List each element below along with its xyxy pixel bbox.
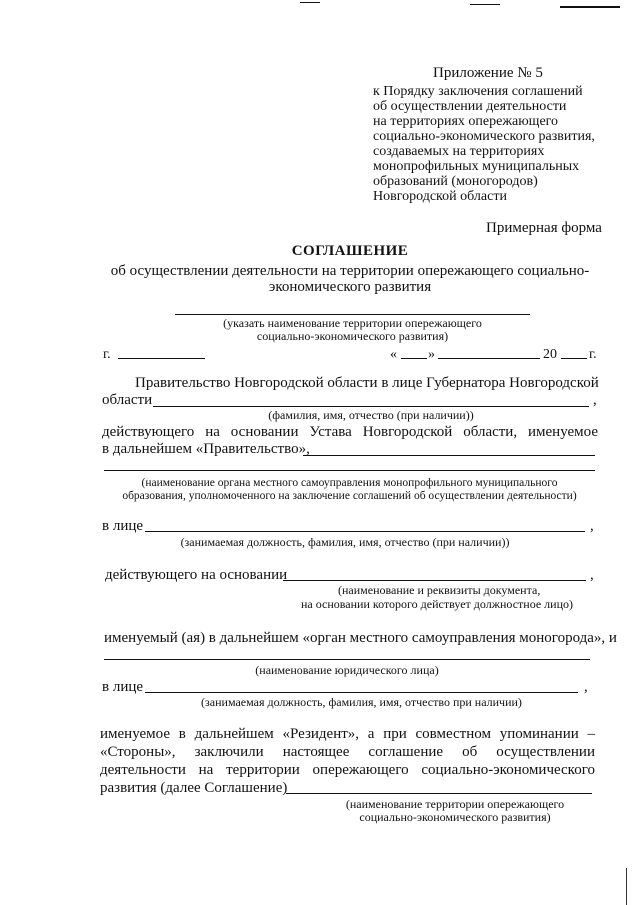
- scan-mark-top-1: [300, 2, 320, 3]
- resident-line4-prefix: развития (далее Соглашение): [100, 780, 288, 796]
- governor-fio-hint: (фамилия, имя, отчество (при наличии)): [268, 408, 474, 422]
- resident-line3: деятельности на территории опережающего социально-экономического: [100, 762, 595, 778]
- month-blank: [438, 358, 540, 359]
- municipality-basis-line: [283, 580, 586, 581]
- city-blank: [118, 358, 205, 359]
- appendix-line: об осуществлении деятельности: [373, 99, 567, 114]
- municipality-basis-hint-line2: на основании которого действует должностное лицо): [301, 597, 573, 611]
- form-label: Примерная форма: [486, 220, 602, 236]
- city-prefix: г.: [103, 347, 111, 362]
- year-suffix: г.: [589, 347, 597, 362]
- appendix-line: на территориях опережающего: [373, 114, 559, 129]
- day-blank: [401, 358, 427, 359]
- governor-name-line: [153, 406, 589, 407]
- resident-territory-line: [286, 793, 592, 794]
- resident-person-line: [145, 692, 578, 693]
- agreement-subtitle-line1: об осуществлении деятельности на территории опережающего социально-: [110, 263, 590, 279]
- appendix-line: образований (моногородов): [373, 174, 538, 189]
- resident-person-prefix: в лице: [102, 679, 144, 695]
- scan-mark-top-3: [560, 6, 620, 8]
- government-line4: в дальнейшем «Правительство»,: [102, 441, 310, 457]
- year-blank: [561, 358, 587, 359]
- scan-mark-top-2: [470, 4, 500, 5]
- resident-territory-hint-line2: социально-экономического развития): [359, 810, 551, 824]
- government-line4-blank: [303, 455, 595, 456]
- resident-entity-hint: (наименование юридического лица): [255, 663, 439, 677]
- year-prefix: 20: [543, 347, 557, 362]
- appendix-line: создаваемых на территориях: [373, 144, 545, 159]
- government-line1: Правительство Новгородской области в лице Губернатора Новгородской: [135, 375, 599, 391]
- municipality-person-line: [145, 531, 585, 532]
- resident-person-suffix: ,: [584, 679, 588, 695]
- resident-entity-line: [104, 659, 590, 660]
- scan-mark-right: [626, 868, 627, 905]
- municipality-basis-hint-line1: (наименование и реквизиты документа,: [338, 583, 541, 597]
- municipality-basis-suffix: ,: [590, 567, 594, 583]
- municipality-hint-line1: (наименование органа местного самоуправления монопрофильного муниципального: [141, 477, 558, 489]
- appendix-block: [373, 84, 595, 204]
- government-line2-prefix: области: [102, 392, 153, 408]
- appendix-line: монопрофильных муниципальных: [373, 159, 580, 174]
- quote-close: »: [428, 347, 435, 362]
- municipality-name-line: [104, 470, 595, 471]
- resident-person-hint: (занимаемая должность, фамилия, имя, отчество при наличии): [201, 695, 522, 709]
- appendix-line: к Порядку заключения соглашений: [373, 84, 583, 99]
- municipality-basis-prefix: действующего на основании: [105, 567, 288, 583]
- agreement-subtitle-line2: экономического развития: [268, 279, 432, 295]
- government-line3: действующего на основании Устава Новгородской области, именуемое: [102, 424, 598, 440]
- resident-line2: «Стороны», заключили настоящее соглашение об осуществлении: [100, 744, 595, 760]
- agreement-title: СОГЛАШЕНИЕ: [291, 243, 409, 259]
- municipality-person-hint: (занимаемая должность, фамилия, имя, отчество (при наличии)): [180, 535, 510, 549]
- territory-hint-line1: (указать наименование территории опережающего: [223, 316, 482, 330]
- appendix-line: Новгородской области: [373, 189, 507, 204]
- appendix-line: социально-экономического развития,: [373, 129, 595, 144]
- resident-line1: именуемое в дальнейшем «Резидент», а при совместном упоминании –: [100, 726, 595, 742]
- municipality-named-line: именуемый (ая) в дальнейшем «орган местного самоуправления моногорода», и: [104, 630, 617, 646]
- territory-hint-line2: социально-экономического развития): [256, 329, 449, 343]
- territory-line: [175, 314, 530, 315]
- municipality-person-prefix: в лице: [102, 518, 144, 534]
- quote-open: «: [390, 347, 397, 362]
- resident-territory-hint-line1: (наименование территории опережающего: [345, 797, 565, 811]
- municipality-hint-line2: образования, уполномоченного на заключение соглашений об осуществлении деятельности): [122, 490, 577, 502]
- appendix-title: Приложение № 5: [433, 65, 543, 81]
- government-line2-suffix: ,: [593, 392, 597, 408]
- municipality-person-suffix: ,: [590, 518, 594, 534]
